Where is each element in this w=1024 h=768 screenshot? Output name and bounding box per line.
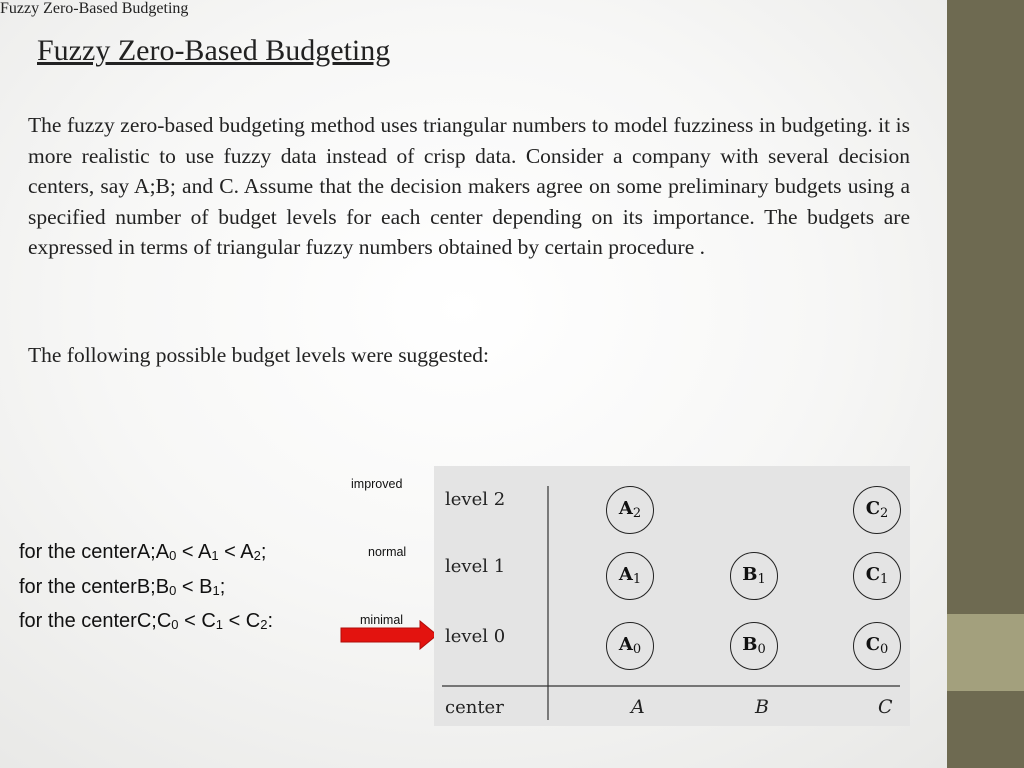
column-label-c: C	[878, 696, 893, 718]
node-c0: $C_0$	[853, 622, 901, 670]
row-label-level-0: level 0	[445, 626, 506, 647]
row-label-level-1: level 1	[445, 556, 506, 577]
node-c1: $C_1$	[853, 552, 901, 600]
sidebar	[947, 0, 1024, 768]
diagram-axes	[434, 466, 910, 726]
center-orderings	[19, 537, 273, 641]
right-arrow-icon	[340, 620, 438, 650]
node-b0: $B_0$	[730, 622, 778, 670]
center-b-line: for the $centerB;B_0 < B_1$;	[19, 575, 226, 598]
column-label-a: A	[631, 696, 645, 718]
row-label-center: center	[445, 697, 504, 718]
budget-levels-diagram	[434, 466, 910, 726]
node-a2: $A_2$	[606, 486, 654, 534]
normal-label: normal	[368, 545, 407, 559]
sidebar-title: Fuzzy Zero-Based Budgeting	[0, 0, 189, 17]
sidebar-accent-band	[947, 614, 1024, 691]
node-b1: $B_1$	[730, 552, 778, 600]
levels-paragraph: The following possible budget levels were suggested:	[28, 343, 489, 367]
node-a0: $A_0$	[606, 622, 654, 670]
center-a-line: for the $centerA;A_0 < A_1 < A_2$;	[19, 541, 267, 563]
node-a1: $A_1$	[606, 552, 654, 600]
intro-paragraph: The fuzzy zero-based budgeting method uses triangular numbers to model fuzziness in budgeting. it is more realistic to use fuzzy data instead of crisp data. Consider a company with several decision centers, say A;B; and C. Assume that the decision makers agree on some preliminary budgets using a specified number of budget levels for each center depending on its importance. The budgets are expressed in terms of triangular fuzzy numbers obtained by certain procedure .	[28, 113, 910, 260]
node-c2: $C_2$	[853, 486, 901, 534]
minimal-label: minimal	[360, 613, 404, 627]
slide-title: Fuzzy Zero-Based Budgeting	[37, 34, 391, 67]
row-label-level-2: level 2	[445, 489, 506, 510]
center-c-line: for the $centerC;C_0 < C_1 < C_2$:	[19, 610, 274, 632]
improved-label: improved	[351, 477, 403, 491]
column-label-b: B	[755, 696, 769, 718]
